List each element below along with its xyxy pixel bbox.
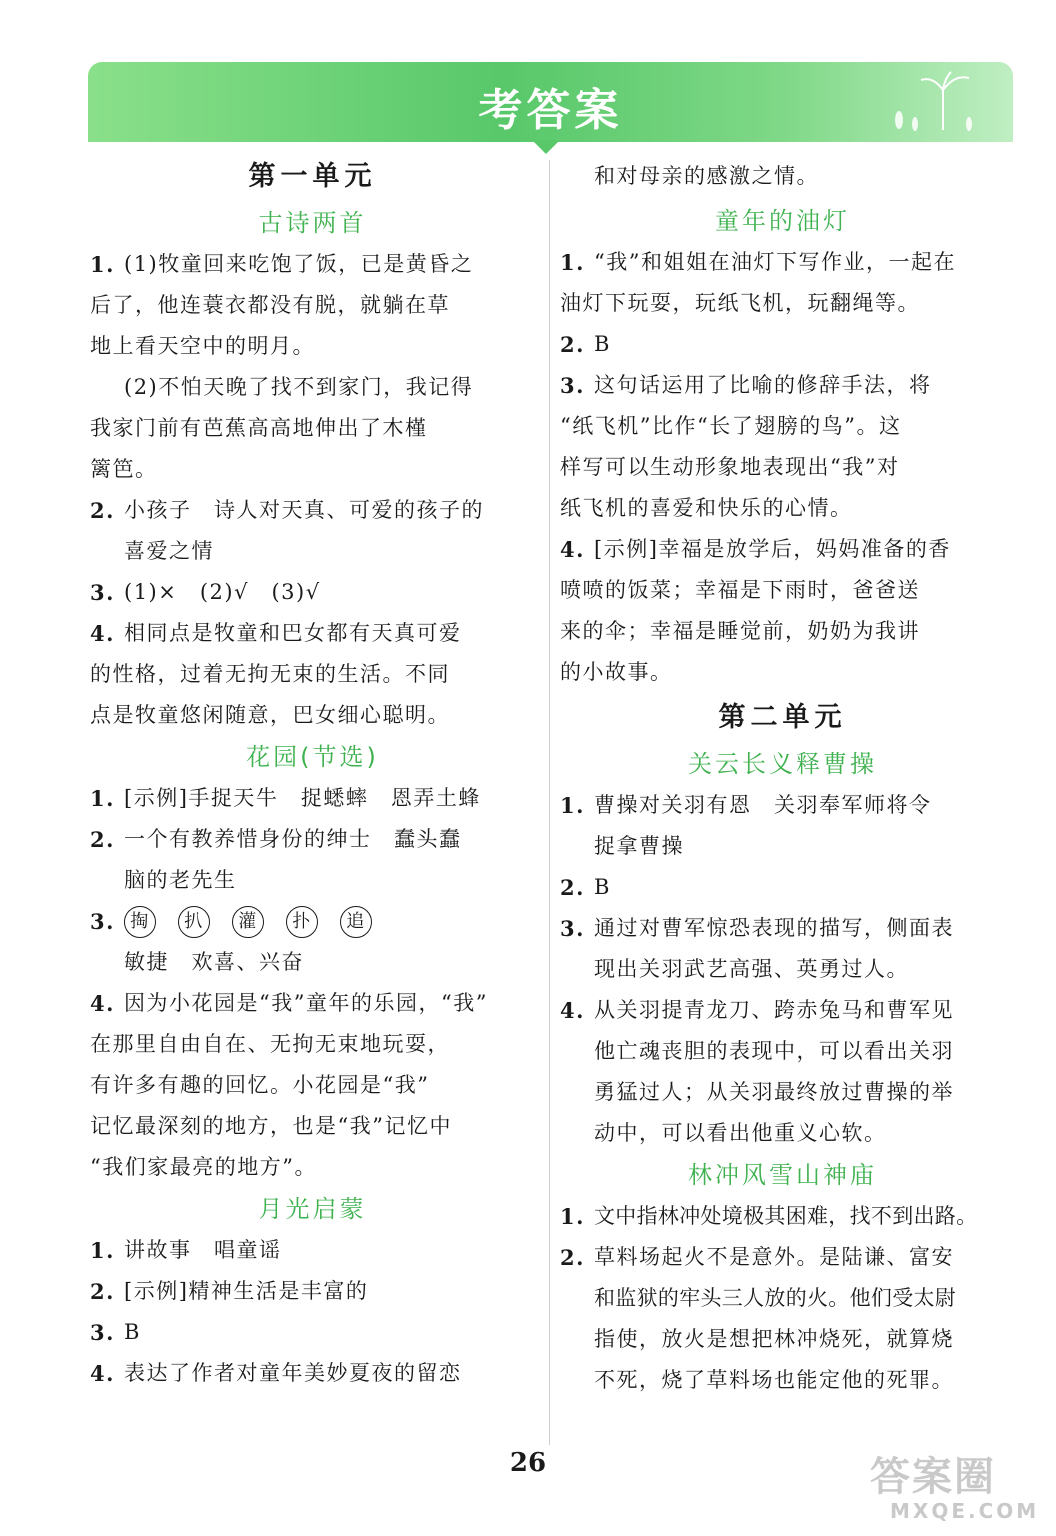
answer-item — [90, 1230, 535, 1271]
answer-item — [560, 242, 1005, 283]
answer-line: 后了，他连蓑衣都没有脱，就躺在草 — [90, 293, 450, 317]
answer-text: (1)× (2)√ (3)√ — [124, 580, 321, 604]
answer-line: 记忆最深刻的地方，也是“我”记忆中 — [90, 1114, 452, 1138]
question-number: 2. — [560, 332, 585, 357]
left-column — [90, 152, 535, 1394]
answer-text: 因为小花园是“我”童年的乐园，“我” — [124, 991, 488, 1015]
answer-text: 草料场起火不是意外。是陆谦、富安 — [594, 1245, 954, 1269]
circled-character: 扑 — [286, 906, 318, 938]
question-number: 3. — [90, 580, 115, 605]
answer-text: 一个有教养惜身份的绅士 蠢头蠢 — [124, 827, 462, 851]
unit-title: 第一单元 — [248, 161, 377, 192]
answer-text: 讲故事 唱童谣 — [124, 1238, 282, 1262]
answer-item — [560, 365, 1005, 406]
answer-text: “我”和姐姐在油灯下写作业，一起在 — [594, 250, 956, 274]
answer-item — [560, 908, 1005, 949]
answer-item — [560, 990, 1005, 1031]
question-number: 2. — [90, 498, 115, 523]
question-number: 2. — [560, 875, 585, 900]
answer-text: [示例]精神生活是丰富的 — [124, 1279, 369, 1303]
answer-text: 表达了作者对童年美妙夏夜的留恋 — [124, 1361, 462, 1385]
answer-item — [560, 785, 1005, 826]
answer-text: (1)牧童回来吃饱了饭，已是黄昏之 — [124, 252, 474, 276]
page-number: 26 — [509, 1448, 547, 1478]
answer-line: 脑的老先生 — [124, 868, 237, 892]
answer-block — [90, 1230, 535, 1394]
answer-text: 从关羽提青龙刀、跨赤兔马和曹军见 — [594, 998, 954, 1022]
circled-character: 掏 — [124, 906, 156, 938]
answer-line: 地上看天空中的明月。 — [90, 334, 315, 358]
answer-item — [560, 1196, 1005, 1237]
answer-line: 喜爱之情 — [124, 539, 214, 563]
question-number: 4. — [560, 537, 585, 562]
lesson-title: 花园(节选) — [246, 743, 379, 771]
answer-item — [90, 983, 535, 1024]
answer-item — [90, 490, 535, 531]
answer-line: 他亡魂丧胆的表现中，可以看出关羽 — [594, 1039, 954, 1063]
answer-line: 油灯下玩耍，玩纸飞机，玩翻绳等。 — [560, 291, 920, 315]
answer-line: 和监狱的牢头三人放的火。他们受太尉 — [594, 1286, 957, 1310]
answer-line: 的性格，过着无拘无束的生活。不同 — [90, 662, 450, 686]
answer-item — [90, 1353, 535, 1394]
column-divider — [549, 160, 550, 1445]
circled-characters — [124, 901, 535, 942]
answer-line: “纸飞机”比作“长了翅膀的鸟”。这 — [560, 414, 902, 438]
answer-line: 来的伞；幸福是睡觉前，奶奶为我讲 — [560, 619, 920, 643]
answer-block — [560, 1196, 1005, 1401]
answer-block — [560, 242, 1005, 693]
answer-line: 的小故事。 — [560, 660, 673, 684]
answer-text: 通过对曹军惊恐表现的描写，侧面表 — [594, 916, 954, 940]
question-number: 3. — [560, 916, 585, 941]
answer-line: 点是牧童悠闲随意，巴女细心聪明。 — [90, 703, 450, 727]
question-number: 1. — [90, 1238, 115, 1263]
question-number: 4. — [90, 991, 115, 1016]
answer-text: 曹操对关羽有恩 关羽奉军师将令 — [594, 793, 932, 817]
answer-line: 在那里自由自在、无拘无束地玩耍， — [90, 1032, 450, 1056]
sprout-decoration-icon — [885, 70, 995, 134]
answer-line: 纸飞机的喜爱和快乐的心情。 — [560, 496, 853, 520]
right-column — [560, 152, 1005, 1401]
answer-text: 这句话运用了比喻的修辞手法，将 — [594, 373, 932, 397]
answer-line: 勇猛过人；从关羽最终放过曹操的举 — [594, 1080, 954, 1104]
answer-line: 不死，烧了草料场也能定他的死罪。 — [594, 1368, 954, 1392]
question-number: 3. — [90, 1320, 115, 1345]
answer-text: 文中指林冲处境极其困难，找不到出路。 — [594, 1204, 978, 1228]
watermark-logo — [870, 1455, 1040, 1530]
circled-character: 灌 — [232, 906, 264, 938]
answer-block — [90, 244, 535, 736]
answer-line: (2)不怕天晚了找不到家门，我记得 — [124, 375, 474, 399]
answer-item — [560, 1237, 1005, 1278]
answer-block — [560, 785, 1005, 1154]
answer-item — [90, 778, 535, 819]
banner-notch — [532, 140, 560, 154]
answer-item — [90, 1312, 535, 1353]
unit-title: 第二单元 — [718, 702, 847, 733]
answer-line: 和对母亲的感激之情。 — [594, 164, 819, 188]
answer-item — [560, 867, 1005, 908]
circled-character: 扒 — [178, 906, 210, 938]
question-number: 4. — [90, 621, 115, 646]
question-number: 2. — [90, 1279, 115, 1304]
answer-line: 敏捷 欢喜、兴奋 — [124, 950, 304, 974]
question-number: 1. — [560, 1204, 585, 1229]
question-number: 2. — [90, 827, 115, 852]
answer-line: 指使，放火是想把林冲烧死，就算烧 — [594, 1327, 954, 1351]
lesson-title: 童年的油灯 — [715, 207, 850, 235]
answer-line: 捉拿曹操 — [594, 834, 684, 858]
answer-text: 小孩子 诗人对天真、可爱的孩子的 — [124, 498, 484, 522]
question-number: 4. — [560, 998, 585, 1023]
answer-block — [90, 778, 535, 1188]
question-number: 4. — [90, 1361, 115, 1386]
answer-text: 相同点是牧童和巴女都有天真可爱 — [124, 621, 462, 645]
answer-item — [560, 529, 1005, 570]
answer-text: [示例]手捉天牛 捉蟋蟀 恩弄土蜂 — [124, 786, 481, 810]
answer-text: B — [124, 1320, 141, 1344]
answer-line: “我们家最亮的地方”。 — [90, 1155, 317, 1179]
answer-text: [示例]幸福是放学后，妈妈准备的香 — [594, 537, 951, 561]
question-number: 3. — [560, 373, 585, 398]
watermark-url: MXQE.COM — [890, 1499, 1040, 1523]
answer-item — [90, 901, 535, 942]
answer-item — [560, 324, 1005, 365]
answer-line: 动中，可以看出他重义心软。 — [594, 1121, 887, 1145]
header-banner — [88, 62, 1013, 142]
question-number: 2. — [560, 1245, 585, 1270]
lesson-title: 月光启蒙 — [258, 1195, 367, 1223]
answer-item — [90, 1271, 535, 1312]
question-number: 1. — [560, 793, 585, 818]
question-number: 1. — [90, 252, 115, 277]
answer-item — [90, 819, 535, 860]
header-title: 考答案 — [478, 85, 623, 136]
lesson-title: 林冲风雪山神庙 — [688, 1161, 877, 1189]
question-number: 1. — [560, 250, 585, 275]
question-number: 3. — [90, 909, 115, 934]
answer-item — [90, 572, 535, 613]
answer-line: 现出关羽武艺高强、英勇过人。 — [594, 957, 909, 981]
circled-character: 追 — [340, 906, 372, 938]
answer-item — [90, 613, 535, 654]
lesson-title: 关云长义释曹操 — [688, 750, 877, 778]
answer-line: 喷喷的饭菜；幸福是下雨时，爸爸送 — [560, 578, 920, 602]
answer-line: 篱笆。 — [90, 457, 158, 481]
answer-line: 样写可以生动形象地表现出“我”对 — [560, 455, 900, 479]
question-number: 1. — [90, 786, 115, 811]
answer-line: 有许多有趣的回忆。小花园是“我” — [90, 1073, 430, 1097]
answer-line: 我家门前有芭蕉高高地伸出了木槿 — [90, 416, 428, 440]
answer-item — [90, 244, 535, 285]
lesson-title: 古诗两首 — [258, 209, 367, 237]
answer-block — [560, 152, 1005, 200]
watermark-title: 答案圈 — [870, 1454, 996, 1500]
answer-text: B — [594, 332, 611, 356]
answer-text: B — [594, 875, 611, 899]
